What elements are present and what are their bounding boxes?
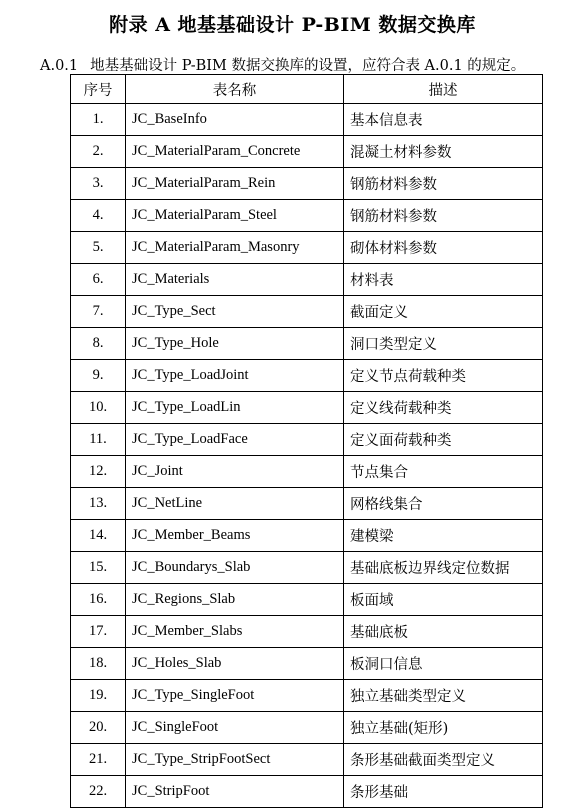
- row-number-cell: 13.: [71, 488, 126, 520]
- table-row: [71, 328, 543, 360]
- row-number-cell: 7.: [71, 296, 126, 328]
- table-name-cell: JC_Joint: [126, 456, 344, 488]
- description-cell: 材料表: [344, 264, 543, 296]
- table-name-cell: JC_Boundarys_Slab: [126, 552, 344, 584]
- table-row: [71, 616, 543, 648]
- row-number-cell: 12.: [71, 456, 126, 488]
- table-name-cell: JC_Type_LoadLin: [126, 392, 344, 424]
- row-number-cell: 6.: [71, 264, 126, 296]
- intro-clause-number: A.0.1: [40, 58, 79, 74]
- table-row: [71, 360, 543, 392]
- description-cell: 独立基础类型定义: [344, 680, 543, 712]
- table-row: [71, 200, 543, 232]
- description-cell: 建模梁: [344, 520, 543, 552]
- table-name-cell: JC_MaterialParam_Concrete: [126, 136, 344, 168]
- description-cell: 条形基础截面类型定义: [344, 744, 543, 776]
- description-cell: 独立基础(矩形): [344, 712, 543, 744]
- table-row: [71, 392, 543, 424]
- row-number-cell: 17.: [71, 616, 126, 648]
- description-cell: 定义节点荷载种类: [344, 360, 543, 392]
- row-number-cell: 2.: [71, 136, 126, 168]
- table-name-cell: JC_Type_Sect: [126, 296, 344, 328]
- table-row: [71, 424, 543, 456]
- table-header-row: [71, 75, 543, 104]
- row-number-cell: 14.: [71, 520, 126, 552]
- page-title: 附录 A 地基基础设计 P-BIM 数据交换库: [109, 14, 476, 36]
- table-name-cell: JC_Type_SingleFoot: [126, 680, 344, 712]
- table-row: [71, 104, 543, 136]
- description-cell: 基础底板边界线定位数据: [344, 552, 543, 584]
- header-table-name: 表名称: [126, 75, 344, 104]
- row-number-cell: 9.: [71, 360, 126, 392]
- header-description: 描述: [344, 75, 543, 104]
- row-number-cell: 22.: [71, 776, 126, 808]
- table-row: [71, 136, 543, 168]
- description-cell: 钢筋材料参数: [344, 168, 543, 200]
- table-row: [71, 168, 543, 200]
- table-name-cell: JC_Materials: [126, 264, 344, 296]
- description-cell: 钢筋材料参数: [344, 200, 543, 232]
- table-row: [71, 264, 543, 296]
- description-cell: 板洞口信息: [344, 648, 543, 680]
- table-name-cell: JC_StripFoot: [126, 776, 344, 808]
- table-row: [71, 456, 543, 488]
- row-number-cell: 15.: [71, 552, 126, 584]
- table-row: [71, 648, 543, 680]
- description-cell: 板面域: [344, 584, 543, 616]
- table-name-cell: JC_Holes_Slab: [126, 648, 344, 680]
- table-body: [71, 104, 543, 808]
- row-number-cell: 11.: [71, 424, 126, 456]
- description-cell: 定义面荷载种类: [344, 424, 543, 456]
- table-name-cell: JC_MaterialParam_Rein: [126, 168, 344, 200]
- intro-text: 地基基础设计 P-BIM 数据交换库的设置，应符合表 A.0.1 的规定。: [90, 58, 526, 74]
- table-name-cell: JC_Type_LoadFace: [126, 424, 344, 456]
- table-name-cell: JC_MaterialParam_Masonry: [126, 232, 344, 264]
- exchange-library-table: [70, 74, 543, 808]
- description-cell: 基本信息表: [344, 104, 543, 136]
- row-number-cell: 21.: [71, 744, 126, 776]
- table-row: [71, 520, 543, 552]
- row-number-cell: 1.: [71, 104, 126, 136]
- row-number-cell: 5.: [71, 232, 126, 264]
- table-name-cell: JC_Member_Slabs: [126, 616, 344, 648]
- table-name-cell: JC_Member_Beams: [126, 520, 344, 552]
- row-number-cell: 16.: [71, 584, 126, 616]
- row-number-cell: 18.: [71, 648, 126, 680]
- table-name-cell: JC_Type_Hole: [126, 328, 344, 360]
- table-row: [71, 680, 543, 712]
- table-name-cell: JC_NetLine: [126, 488, 344, 520]
- description-cell: 截面定义: [344, 296, 543, 328]
- table-name-cell: JC_BaseInfo: [126, 104, 344, 136]
- row-number-cell: 4.: [71, 200, 126, 232]
- table-row: [71, 552, 543, 584]
- description-cell: 砌体材料参数: [344, 232, 543, 264]
- table-row: [71, 776, 543, 808]
- row-number-cell: 20.: [71, 712, 126, 744]
- header-serial-number: 序号: [71, 75, 126, 104]
- row-number-cell: 8.: [71, 328, 126, 360]
- description-cell: 洞口类型定义: [344, 328, 543, 360]
- table-name-cell: JC_Regions_Slab: [126, 584, 344, 616]
- row-number-cell: 10.: [71, 392, 126, 424]
- intro-paragraph: [40, 54, 585, 75]
- table-row: [71, 488, 543, 520]
- description-cell: 定义线荷载种类: [344, 392, 543, 424]
- table-row: [71, 584, 543, 616]
- row-number-cell: 3.: [71, 168, 126, 200]
- table-name-cell: JC_Type_LoadJoint: [126, 360, 344, 392]
- table-row: [71, 712, 543, 744]
- description-cell: 混凝土材料参数: [344, 136, 543, 168]
- table-row: [71, 744, 543, 776]
- description-cell: 网格线集合: [344, 488, 543, 520]
- description-cell: 节点集合: [344, 456, 543, 488]
- table-name-cell: JC_SingleFoot: [126, 712, 344, 744]
- description-cell: 条形基础: [344, 776, 543, 808]
- table-name-cell: JC_MaterialParam_Steel: [126, 200, 344, 232]
- table-row: [71, 296, 543, 328]
- row-number-cell: 19.: [71, 680, 126, 712]
- table-row: [71, 232, 543, 264]
- table-name-cell: JC_Type_StripFootSect: [126, 744, 344, 776]
- description-cell: 基础底板: [344, 616, 543, 648]
